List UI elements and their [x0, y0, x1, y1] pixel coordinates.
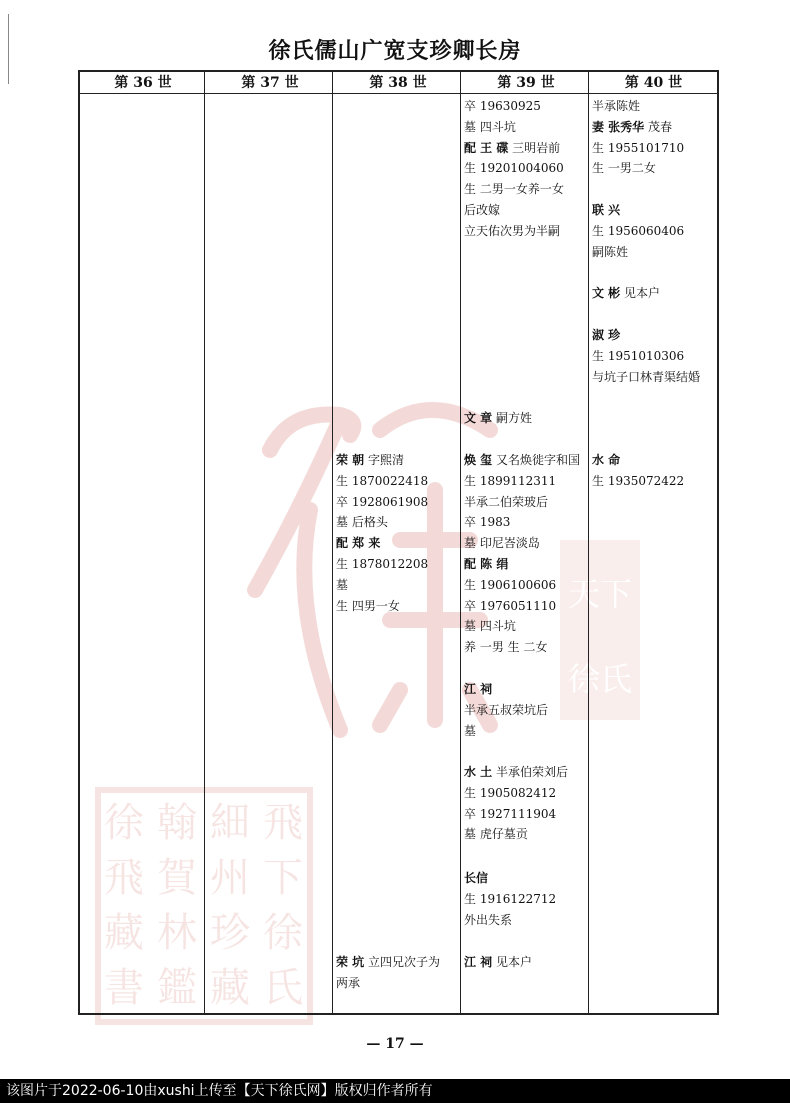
person-name: 荣 朝 [336, 453, 365, 467]
seal-glyph: 林 [157, 910, 197, 956]
entry-name-line [592, 200, 684, 221]
entry-detail-line [336, 554, 428, 575]
entry-text: 立四兄次子为 [364, 955, 441, 969]
person-name: 江 祠 [464, 955, 493, 969]
person-entry-gen40 [592, 325, 700, 387]
entry-name-line [464, 762, 568, 783]
entry-text: 嗣方姓 [492, 411, 533, 425]
entry-text: 外出失系 [464, 912, 513, 927]
person-name: 文 彬 [592, 286, 621, 300]
entry-detail-line [464, 575, 580, 596]
entry-text: 生 1899112311 [464, 473, 557, 488]
entry-text: 墓 四斗坑 [464, 119, 516, 134]
person-name: 文 章 [464, 411, 493, 425]
entry-detail-line [592, 242, 684, 263]
person-entry-gen39 [464, 96, 564, 242]
column-divider [588, 72, 589, 1013]
person-entry-gen39 [464, 450, 580, 658]
header-gen-40: 第 40 世 [624, 75, 683, 91]
entry-detail-line [592, 346, 700, 367]
entry-detail-line [464, 221, 564, 242]
person-entry-gen38 [336, 450, 428, 616]
person-entry-gen40 [592, 450, 684, 492]
entry-text: 茂春 [644, 119, 673, 134]
entry-text: 生 1905082412 [464, 785, 557, 800]
entry-text: 半承陈姓 [592, 99, 641, 113]
entry-detail-line [592, 367, 700, 388]
entry-text: 生 1878012208 [336, 556, 429, 571]
seal-glyph: 徐 [263, 910, 303, 956]
header-gen-36: 第 36 世 [114, 75, 172, 91]
person-entry-gen39 [464, 679, 548, 741]
person-name: 配 郑 来 [336, 536, 381, 551]
page-number: — 17 — [366, 1036, 424, 1052]
entry-detail-line [464, 158, 564, 179]
seal-glyph: 下 [263, 855, 303, 901]
seal-glyph: 細 [210, 800, 250, 846]
entry-text: 生 1916122712 [464, 891, 557, 906]
entry-text: 生 四男一女 [336, 598, 400, 613]
entry-text: 卒 1928061908 [336, 494, 429, 509]
entry-detail-line [464, 616, 580, 637]
person-entry-gen40 [592, 200, 684, 262]
entry-text: 生 1870022418 [336, 473, 429, 488]
person-entry-gen39 [464, 952, 532, 973]
entry-detail-line [592, 158, 684, 179]
entry-text: 墓 [464, 723, 477, 738]
entry-detail-line [464, 471, 580, 492]
seal-glyph: 州 [210, 855, 250, 901]
entry-detail-line [464, 179, 564, 200]
entry-text: 生 1956060406 [592, 223, 685, 238]
entry-detail-line [592, 138, 684, 159]
person-name: 配 陈 绢 [464, 556, 509, 571]
person-entry-gen40 [592, 96, 684, 179]
seal-glyph: 飛 [104, 855, 144, 901]
entry-detail-line [464, 721, 548, 742]
seal-glyph: 藏 [104, 910, 144, 956]
person-entry-gen39 [464, 762, 568, 845]
entry-text: 卒 1976051110 [464, 598, 557, 613]
entry-detail-line [336, 596, 428, 617]
entry-detail-line [464, 554, 580, 575]
entry-detail-line [592, 117, 684, 138]
entry-text: 墓 [336, 577, 349, 592]
person-name: 荣 坑 [336, 955, 365, 969]
entry-detail-line [464, 533, 580, 554]
column-divider [460, 72, 461, 1013]
seal-glyph: 氏 [263, 965, 303, 1011]
seal-glyph: 藏 [210, 965, 250, 1011]
column-divider [204, 72, 205, 1013]
entry-text: 卒 19630925 [464, 99, 541, 113]
column-divider [332, 72, 333, 1013]
person-entry-gen39 [464, 408, 532, 429]
entry-text: 与坑子口林青渠结婚 [592, 369, 701, 384]
entry-text: 卒 1983 [464, 515, 511, 530]
entry-text: 半承二伯荣玻后 [464, 494, 549, 509]
person-name: 水 土 [464, 765, 493, 779]
entry-name-line [592, 283, 660, 304]
seal-glyph: 飛 [263, 800, 303, 846]
entry-text: 又名焕徙字和国 [492, 453, 581, 467]
entry-name-line [464, 679, 548, 700]
entry-text: 生 一男二女 [592, 161, 656, 176]
entry-detail-line [336, 512, 428, 533]
entry-name-line [592, 96, 684, 117]
entry-text: 生 19201004060 [464, 161, 564, 176]
upload-notice-bar: 该图片于2022-06-10由xushi上传至【天下徐氏网】版权归作者所有 [0, 1079, 790, 1103]
seal-glyph: 珍 [210, 910, 250, 956]
entry-detail-line [464, 117, 564, 138]
entry-detail-line [464, 700, 548, 721]
seal-glyph: 書 [104, 965, 144, 1011]
entry-detail-line [464, 138, 564, 159]
entry-name-line [464, 868, 556, 889]
entry-detail-line [592, 471, 684, 492]
entry-name-line [464, 450, 580, 471]
entry-text: 墓 四斗坑 [464, 619, 516, 634]
entry-detail-line [336, 471, 428, 492]
entry-text: 墓 后格头 [336, 515, 388, 530]
seal-glyph: 徐 [104, 800, 144, 846]
entry-name-line [464, 96, 564, 117]
entry-detail-line [336, 533, 428, 554]
person-name: 淑 珍 [592, 328, 621, 342]
page-title: 徐氏儒山广宽支珍卿长房 [268, 38, 522, 64]
entry-text: 生 1955101710 [592, 140, 685, 155]
entry-detail-line [464, 200, 564, 221]
person-name: 江 祠 [464, 682, 493, 696]
header-gen-39: 第 39 世 [497, 75, 555, 91]
person-name: 联 兴 [592, 203, 621, 217]
seal-glyph: 賀 [157, 855, 197, 901]
entry-text: 生 二男一女养一女 [464, 182, 564, 197]
entry-detail-line [464, 910, 556, 931]
entry-text: 三明岩前 [508, 140, 561, 155]
person-name: 妻 张秀华 [592, 119, 645, 134]
entry-detail-line [464, 889, 556, 910]
entry-text: 墓 印尼峇淡岛 [464, 536, 540, 551]
watermark-box-text-2: 徐氏 [567, 660, 633, 698]
header-gen-38: 第 38 世 [369, 75, 427, 91]
entry-detail-line [336, 492, 428, 513]
entry-text: 墓 虎仔墓贡 [464, 827, 528, 842]
person-name: 水 命 [592, 453, 621, 467]
person-name: 长信 [464, 871, 489, 885]
entry-detail-line [464, 512, 580, 533]
entry-detail-line [464, 596, 580, 617]
entry-detail-line [464, 824, 568, 845]
header-gen-37: 第 37 世 [241, 75, 299, 91]
entry-detail-line [336, 973, 440, 994]
entry-text: 嗣陈姓 [592, 244, 629, 259]
entry-text: 后改嫁 [464, 202, 501, 217]
entry-text: 养 一男 生 二女 [464, 640, 548, 655]
entry-text: 字熙清 [364, 453, 405, 467]
entry-text: 卒 1927111904 [464, 806, 557, 821]
entry-detail-line [464, 783, 568, 804]
seal-glyph: 鑑 [157, 965, 197, 1011]
entry-text: 立天佑次男为半嗣 [464, 223, 561, 238]
person-entry-gen38 [336, 952, 440, 994]
seal-glyph: 翰 [157, 800, 197, 846]
entry-text: 见本户 [492, 955, 533, 969]
entry-text: 见本户 [620, 286, 661, 300]
entry-name-line [336, 450, 428, 471]
entry-text: 半承五叔荣坑后 [464, 702, 549, 717]
entry-name-line [336, 952, 440, 973]
entry-detail-line [336, 575, 428, 596]
entry-detail-line [464, 804, 568, 825]
entry-text: 半承伯荣刘后 [492, 765, 569, 779]
watermark-box-text-1: 天下 [567, 575, 633, 613]
generation-header-row [80, 72, 717, 94]
genealogy-table [78, 70, 719, 1015]
person-name: 配 王 碟 [464, 140, 509, 155]
entry-detail-line [464, 492, 580, 513]
entry-name-line [464, 952, 532, 973]
person-entry-gen39 [464, 868, 556, 930]
person-name: 焕 玺 [464, 453, 493, 467]
entry-detail-line [464, 637, 580, 658]
entry-text: 生 1906100606 [464, 577, 557, 592]
entry-name-line [592, 325, 700, 346]
entry-text: 生 1935072422 [592, 473, 685, 488]
entry-name-line [592, 450, 684, 471]
entry-text: 生 1951010306 [592, 348, 685, 363]
person-entry-gen40 [592, 283, 660, 304]
entry-text: 两承 [336, 975, 361, 990]
entry-name-line [464, 408, 532, 429]
entry-detail-line [592, 221, 684, 242]
